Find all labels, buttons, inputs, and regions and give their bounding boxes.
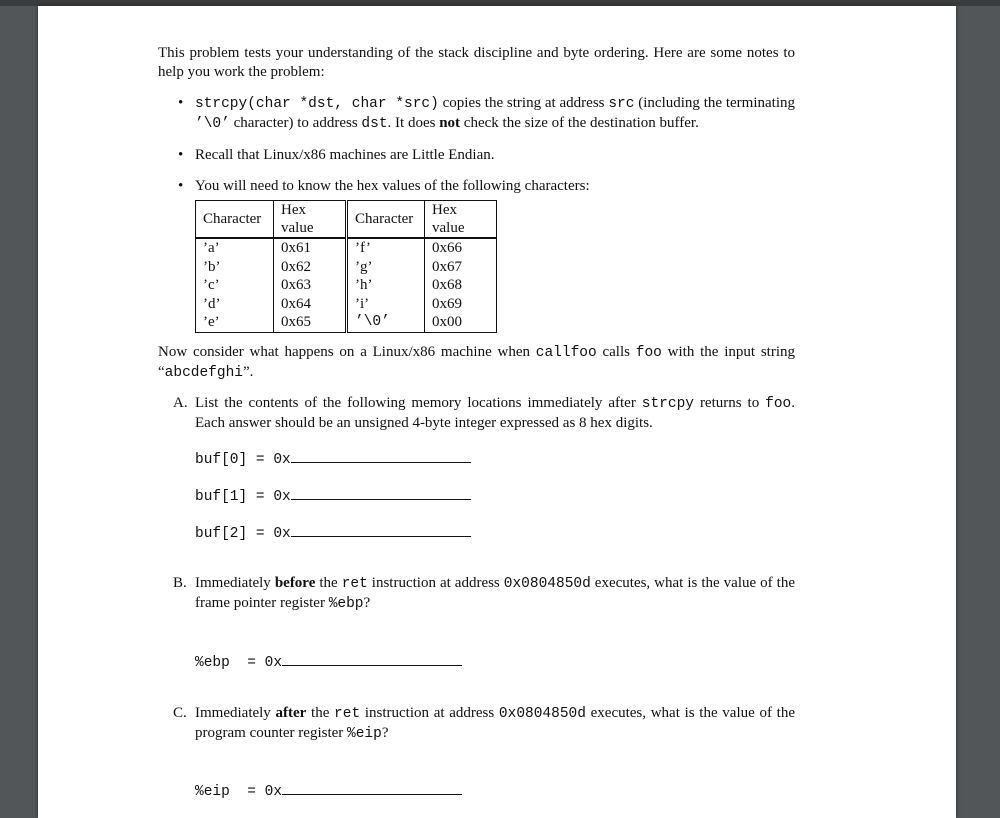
question-b xyxy=(158,574,795,614)
question-a-label: A. xyxy=(173,394,188,411)
bullet-endian-text: Recall that Linux/x86 machines are Little Endian. xyxy=(195,147,495,163)
answer-buf0: buf[0] = 0x xyxy=(195,446,471,468)
page-content xyxy=(158,44,795,433)
table-row: ’a’ 0x61 ’f’ 0x66 xyxy=(196,238,497,258)
bullet-dot-icon: • xyxy=(178,147,184,163)
answer-blank-ebp[interactable] xyxy=(282,649,462,666)
table-row: ’c’ 0x63 ’h’ 0x68 xyxy=(196,276,497,295)
hex-table-header xyxy=(196,201,497,239)
bullet-dot-icon: • xyxy=(178,178,184,194)
question-b-label: B. xyxy=(173,575,187,591)
answer-ebp: %ebp = 0x xyxy=(195,649,462,671)
intro-paragraph: This problem tests your understanding of the stack discipline and byte ordering. Here are some notes to help you work the problem: xyxy=(158,45,795,80)
table-row: ’d’ 0x64 ’i’ 0x69 xyxy=(196,295,497,314)
table-header-cell: Hex value xyxy=(274,201,347,239)
question-c-text: Immediately after the ret instruction at address 0x0804850d executes, what is the value of the program counter register %eip? xyxy=(195,705,795,742)
answer-blank-buf2[interactable] xyxy=(291,520,471,537)
bullet-strcpy-text: strcpy(char *dst, char *src) copies the string at address src (including the terminating ’\0’ character) to address dst. It does not check the size of the destination buffer. xyxy=(195,95,795,132)
answer-buf1: buf[1] = 0x xyxy=(195,483,471,505)
answer-buf2: buf[2] = 0x xyxy=(195,520,471,542)
table-header-cell: Character xyxy=(347,201,425,239)
bullet-strcpy xyxy=(158,94,795,134)
table-header-cell: Character xyxy=(196,201,274,239)
answer-blank-buf1[interactable] xyxy=(291,483,471,500)
consider-paragraph: Now consider what happens on a Linux/x86 machine when callfoo calls foo with the input string “abcdefghi”. xyxy=(158,343,795,381)
table-row: ’b’ 0x62 ’g’ 0x67 xyxy=(196,258,497,277)
question-c-label: C. xyxy=(173,705,187,721)
question-a-text: List the contents of the following memory locations immediately after strcpy returns to foo. Each answer should be an unsigned 4-byte integer expressed as 8 hex digits. xyxy=(195,394,795,431)
question-c-block xyxy=(158,704,795,744)
question-c xyxy=(158,704,795,744)
bullet-hex-text: You will need to know the hex values of the following characters: xyxy=(195,178,590,194)
question-a xyxy=(158,394,795,433)
hex-table xyxy=(195,200,497,333)
table-header-cell: Hex value xyxy=(425,201,497,239)
answer-blank-buf0[interactable] xyxy=(291,446,471,463)
bullet-hex xyxy=(158,177,795,196)
table-row: ’e’ 0x65 ’\0’ 0x00 xyxy=(196,313,497,332)
bullet-endian xyxy=(158,146,795,165)
answer-blank-eip[interactable] xyxy=(282,778,462,795)
question-b-block xyxy=(158,574,795,614)
document-page xyxy=(38,6,956,818)
question-b-text: Immediately before the ret instruction at address 0x0804850d executes, what is the value of the frame pointer register %ebp? xyxy=(195,575,795,612)
answer-eip: %eip = 0x xyxy=(195,778,462,800)
bullet-dot-icon: • xyxy=(178,95,184,111)
